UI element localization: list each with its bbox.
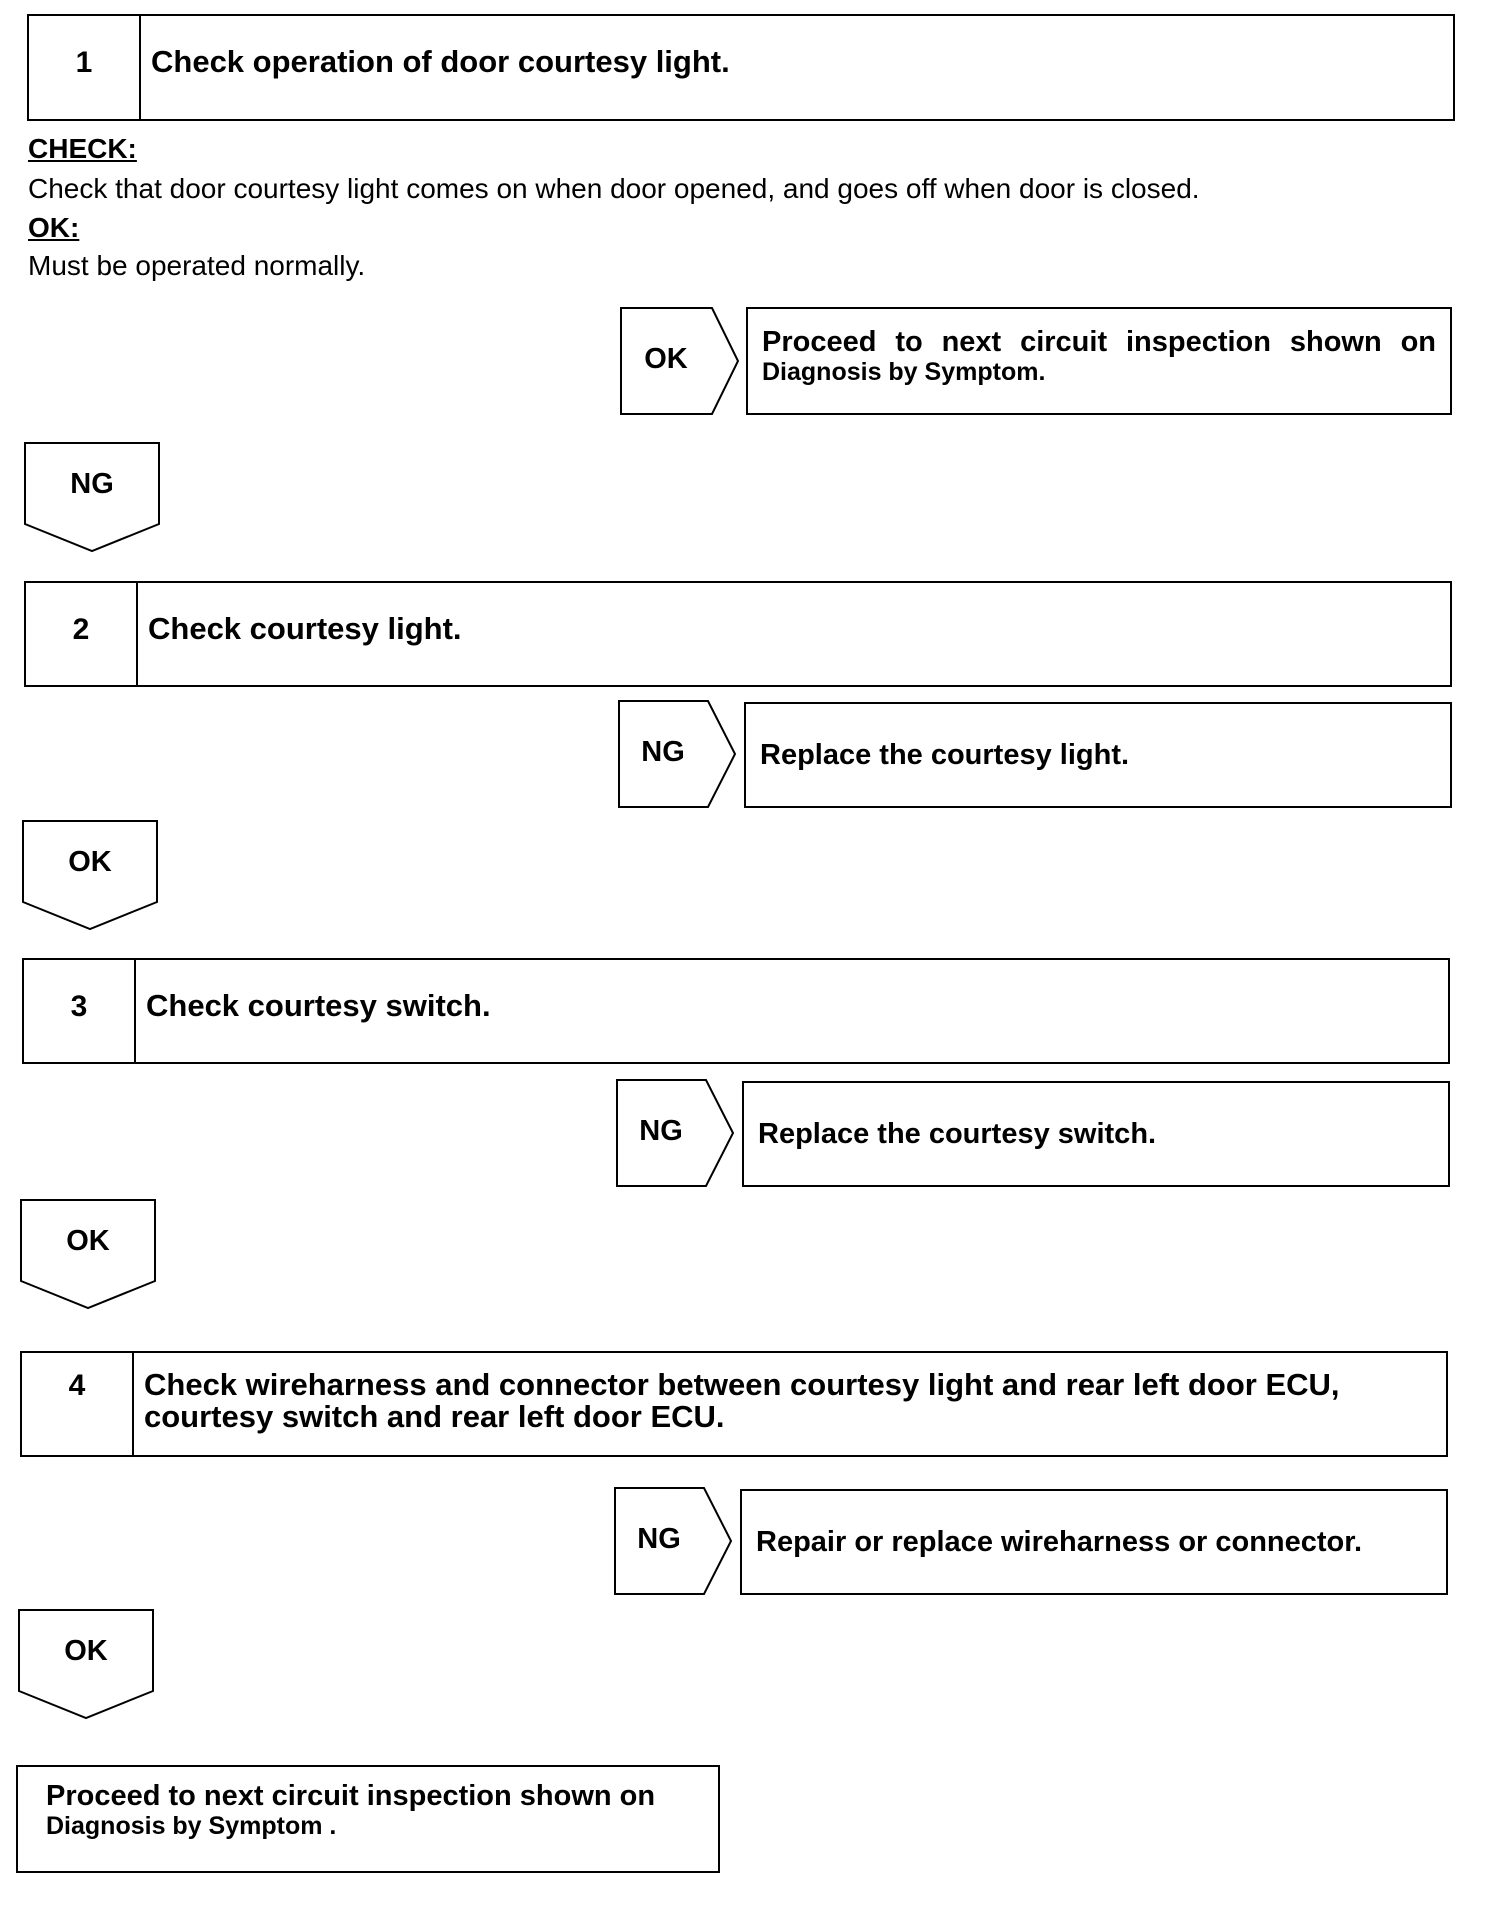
step-title: Check courtesy light. — [148, 611, 462, 646]
result-text: Repair or replace wireharness or connector. — [756, 1525, 1363, 1558]
ok-down-arrow — [18, 1609, 154, 1719]
arrow-label: OK — [644, 343, 688, 375]
arrow-label: OK — [64, 1635, 108, 1667]
ok-down-arrow — [22, 820, 158, 930]
final-result-box — [16, 1765, 720, 1873]
check-heading: CHECK: — [28, 133, 137, 164]
final-line-1: Proceed to next circuit inspection shown on — [46, 1780, 656, 1812]
ok-heading: OK: — [28, 212, 80, 243]
step-3-box — [22, 958, 1450, 1064]
step-number: 3 — [24, 960, 136, 1062]
result-text: Replace the courtesy switch. — [758, 1117, 1157, 1150]
arrow-label: NG — [70, 468, 114, 500]
ng-right-arrow — [618, 700, 738, 808]
step-4-box — [20, 1351, 1448, 1457]
step-number: 2 — [26, 583, 138, 685]
arrow-label: OK — [68, 846, 112, 878]
check-text: Check that door courtesy light comes on when door opened, and goes off when door is closed. — [28, 173, 1200, 204]
step-title: Check courtesy switch. — [146, 988, 491, 1023]
step-2-box — [24, 581, 1452, 687]
arrow-label: NG — [639, 1115, 683, 1147]
step-title: Check wireharness and connector between courtesy light and rear left door ECU, courtesy switch and rear left door ECU. — [144, 1367, 1340, 1434]
arrow-label: NG — [637, 1523, 681, 1555]
step-number: 4 — [22, 1353, 134, 1455]
ng-right-arrow — [614, 1487, 734, 1595]
result-line-2: Diagnosis by Symptom. — [762, 358, 1046, 386]
ok-text: Must be operated normally. — [28, 250, 366, 281]
ok-down-arrow — [20, 1199, 156, 1309]
result-box-2 — [744, 702, 1452, 808]
step-title: Check operation of door courtesy light. — [151, 44, 730, 79]
step-1-box — [27, 14, 1455, 121]
result-box-1 — [746, 307, 1452, 415]
step-number: 1 — [29, 16, 141, 119]
result-box-3 — [742, 1081, 1450, 1187]
arrow-label: NG — [641, 736, 685, 768]
ng-down-arrow — [24, 442, 160, 552]
result-line-1: Proceed to next circuit inspection shown on — [762, 326, 1436, 358]
ok-right-arrow — [620, 307, 740, 415]
result-box-4 — [740, 1489, 1448, 1595]
result-text: Replace the courtesy light. — [760, 738, 1130, 771]
final-line-2: Diagnosis by Symptom . — [46, 1812, 337, 1840]
arrow-label: OK — [66, 1225, 110, 1257]
ng-right-arrow — [616, 1079, 736, 1187]
